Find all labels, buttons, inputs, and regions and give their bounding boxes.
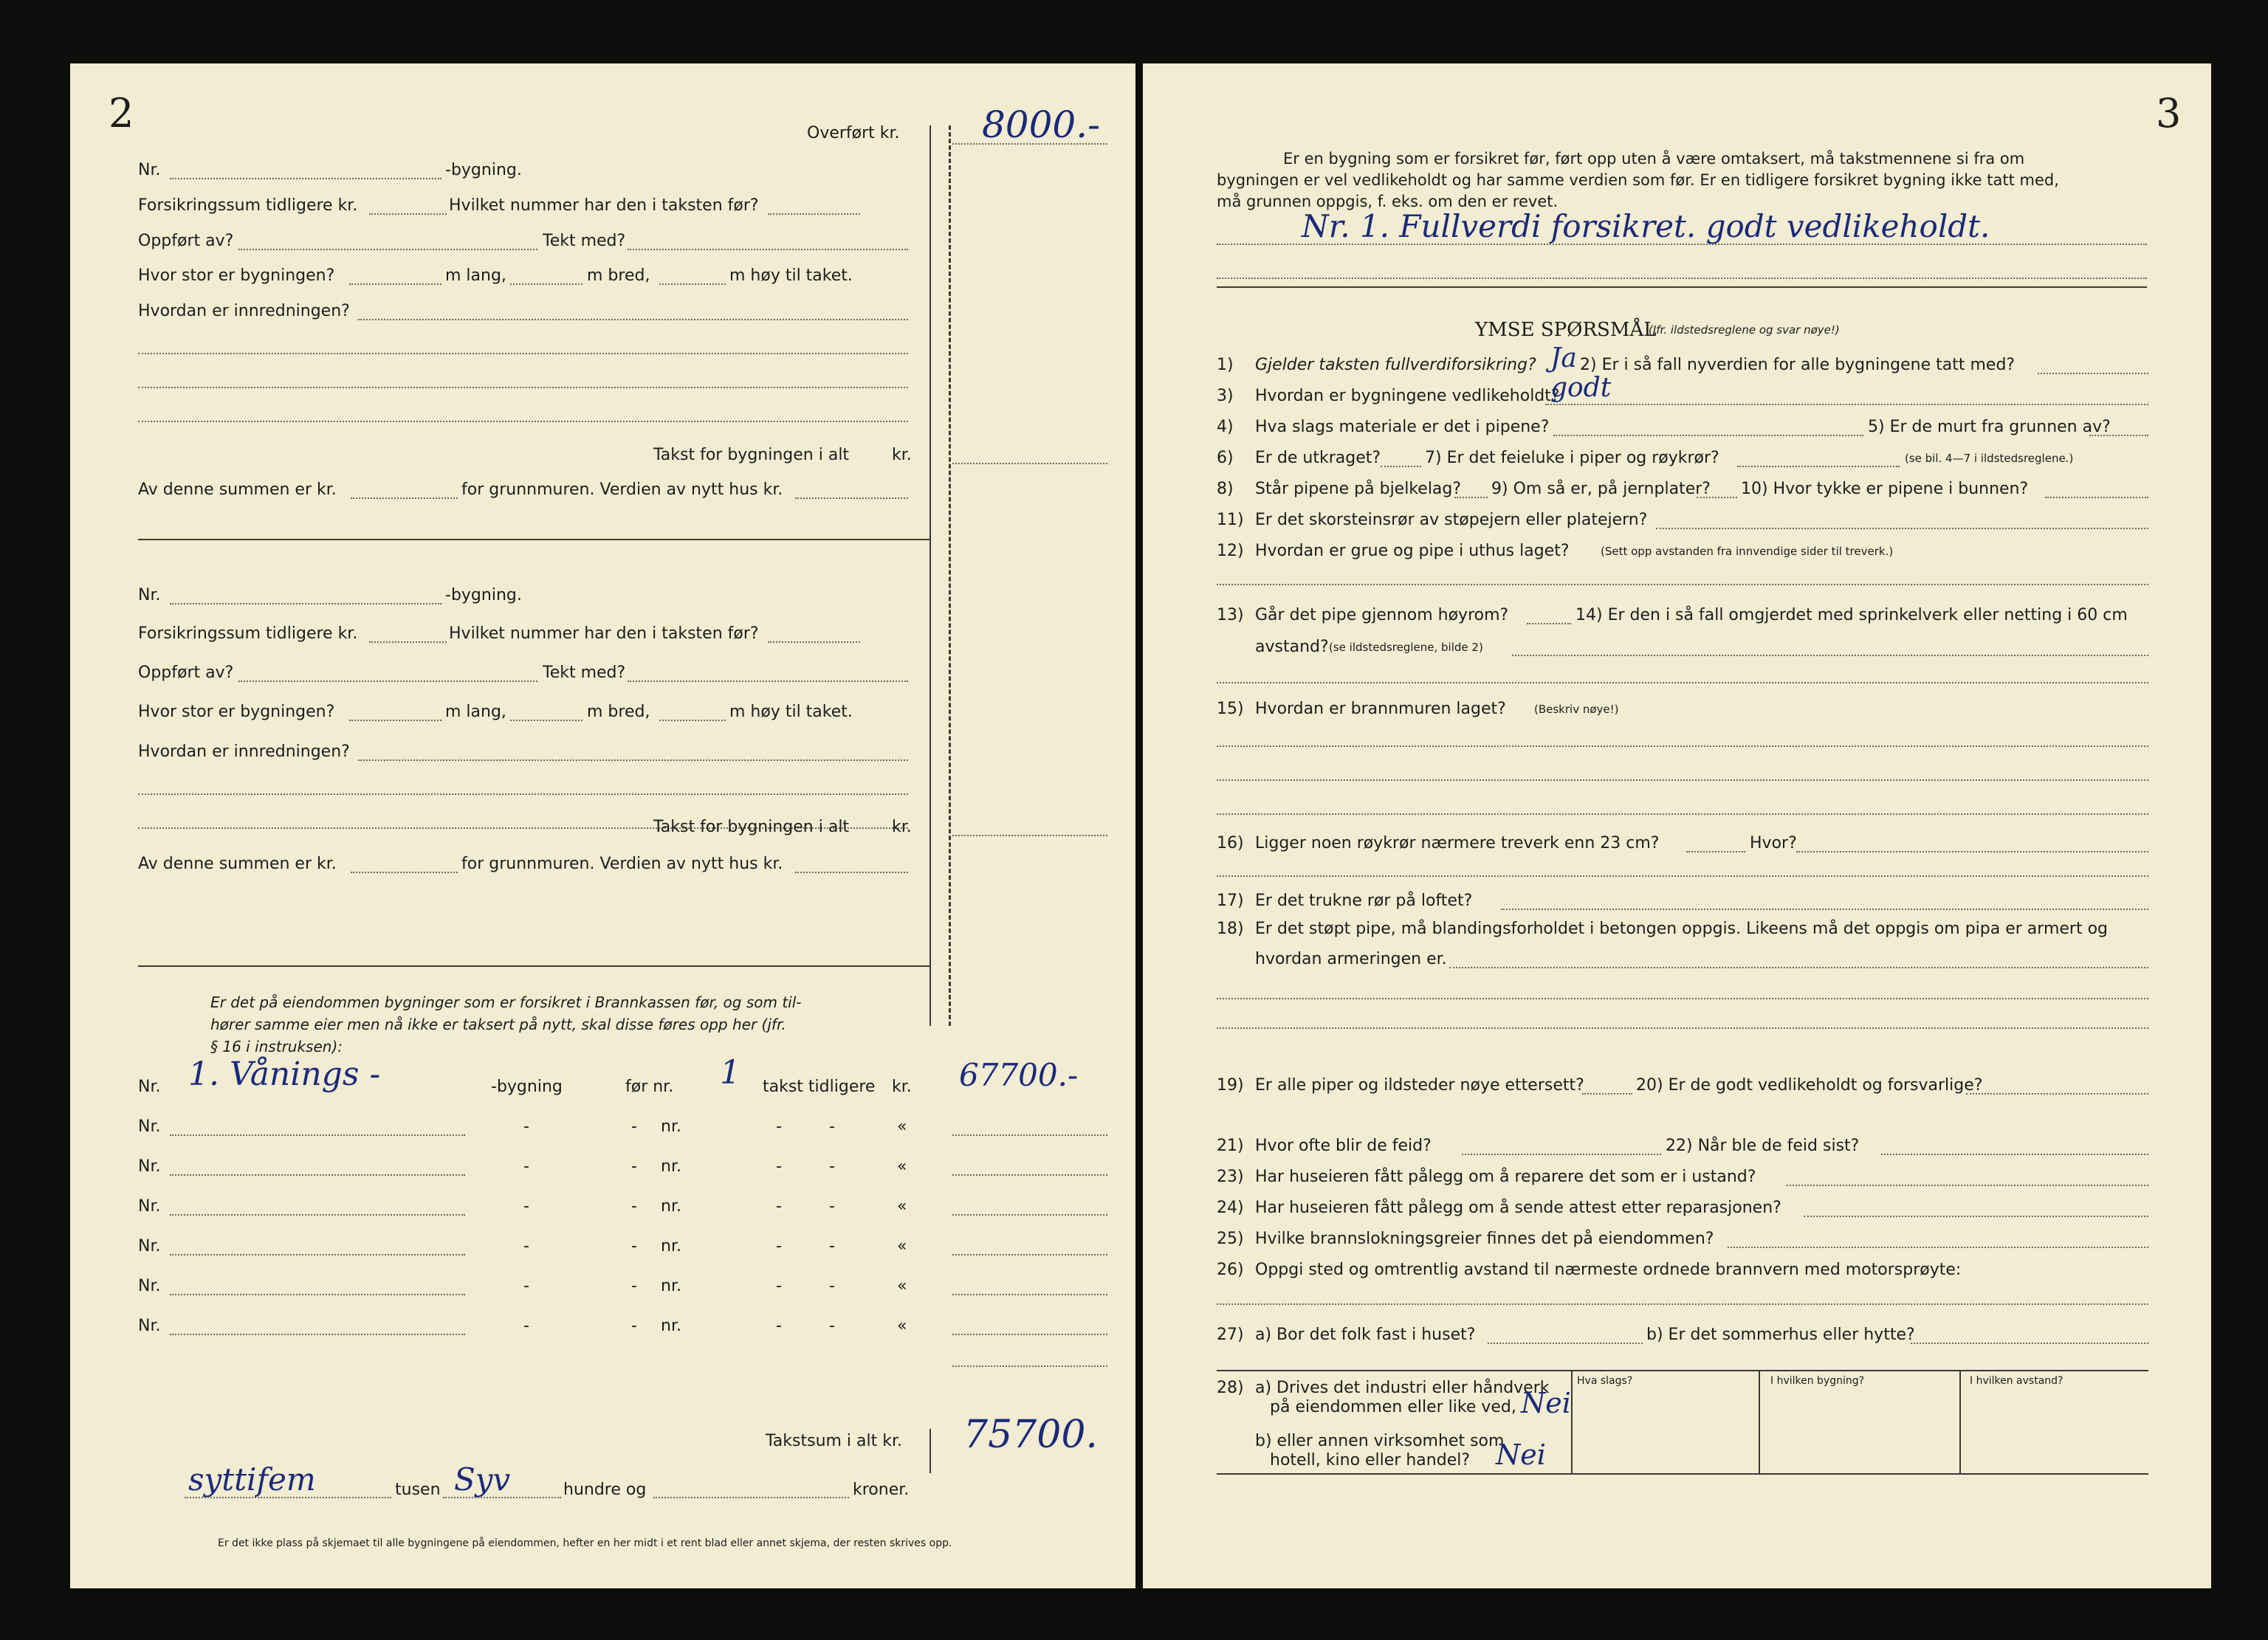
kroner-label: kroner. <box>853 1481 910 1499</box>
q11-number: 11) <box>1217 511 1244 529</box>
b2-hvilket-field[interactable] <box>768 641 860 643</box>
row-dash: - <box>523 1317 529 1335</box>
q20-label: 20) Er de godt vedlikeholdt og forsvarlige? <box>1636 1076 1983 1095</box>
q15-number: 15) <box>1217 700 1244 718</box>
b1-takst-kr: kr. <box>892 446 912 464</box>
q19-field[interactable] <box>1582 1093 1632 1095</box>
b2-innredning-field[interactable] <box>358 759 908 761</box>
overfort-line <box>952 143 1107 145</box>
q4-number: 4) <box>1217 418 1234 436</box>
q6-label: Er de utkraget? <box>1255 449 1381 467</box>
b2-takst-label: Takst for bygningen i alt <box>653 818 850 836</box>
b2-nr-label: Nr. <box>138 586 161 604</box>
q1-number: 1) <box>1217 356 1234 374</box>
footer-note: Er det ikke plass på skjemaet til alle bygningene på eiendommen, hefter en her midt i et rent blad eller annet skjema, der resten skrives opp. <box>218 1537 952 1549</box>
q15-field-2[interactable] <box>1217 779 2148 781</box>
b2-bygning-label: -bygning. <box>445 586 522 604</box>
row-nr-label: Nr. <box>138 1317 161 1335</box>
q21-number: 21) <box>1217 1137 1244 1155</box>
b1-hvor-stor-label: Hvor stor er bygningen? <box>138 266 335 285</box>
overfort-label: Overført kr. <box>807 124 900 142</box>
b2-oppfort-label: Oppført av? <box>138 664 234 682</box>
row-name-field[interactable] <box>170 1254 465 1255</box>
q16-number: 16) <box>1217 834 1244 852</box>
row-nr-label: Nr. <box>138 1277 161 1295</box>
q24-number: 24) <box>1217 1199 1244 1217</box>
previous-buildings-intro-1: Er det på eiendommen bygninger som er forsikret i Brannkassen før, og som til- <box>210 993 802 1011</box>
q28-col-divider-1 <box>1571 1370 1573 1473</box>
b1-grunnmur-field[interactable] <box>351 497 458 499</box>
b1-nytt-hus-field[interactable] <box>795 497 908 499</box>
q28b-label-1: b) eller annen virksomhet som <box>1255 1432 1505 1450</box>
b2-hvilket-label: Hvilket nummer har den i taksten før? <box>449 624 759 643</box>
row1-nr-value: 1 <box>720 1054 740 1092</box>
b2-bredde-field[interactable] <box>510 720 583 721</box>
left-page <box>70 63 1135 1588</box>
q3-number: 3) <box>1217 387 1234 405</box>
q28-bottom-rule <box>1217 1473 2148 1475</box>
q11-label: Er det skorsteinsrør av støpejern eller platejern? <box>1255 511 1648 529</box>
row-nr-label: Nr. <box>138 1157 161 1176</box>
b2-takst-kr: kr. <box>892 818 912 836</box>
b2-grunnmur-label: for grunnmuren. Verdien av nytt hus kr. <box>461 855 783 873</box>
previous-buildings-intro-3: § 16 i instruksen): <box>210 1038 343 1055</box>
q10-field[interactable] <box>2045 497 2148 498</box>
row-nr2-label: nr. <box>661 1237 681 1255</box>
b2-innredning-label: Hvordan er innredningen? <box>138 743 350 761</box>
row-dash: - <box>776 1157 782 1176</box>
q27-number: 27) <box>1217 1326 1244 1344</box>
sum-kroner-line[interactable] <box>653 1497 849 1498</box>
row-dash: - <box>829 1117 835 1136</box>
row-ditto-mark: « <box>897 1157 907 1176</box>
q28-col-divider-2 <box>1759 1370 1760 1473</box>
q18-field-3[interactable] <box>1217 1027 2148 1029</box>
q3-field[interactable] <box>1545 404 2148 405</box>
takstsum-value: 75700. <box>963 1413 1098 1457</box>
q27b-label: b) Er det sommerhus eller hytte? <box>1646 1326 1915 1344</box>
row-nr2-label: nr. <box>661 1197 681 1216</box>
row1-bygning: -bygning <box>491 1078 563 1096</box>
b2-forsikring-label: Forsikringssum tidligere kr. <box>138 624 358 643</box>
q23-field[interactable] <box>1787 1185 2148 1186</box>
q26-number: 26) <box>1217 1261 1244 1279</box>
q25-field[interactable] <box>1728 1247 2148 1248</box>
q27a-field[interactable] <box>1488 1343 1643 1344</box>
q15-field-1[interactable] <box>1217 745 2148 747</box>
q18-label-cont: hvordan armeringen er. <box>1255 950 1447 968</box>
row1-kr: kr. <box>892 1078 912 1096</box>
q28-col-divider-3 <box>1959 1370 1961 1473</box>
b2-m-lang: m lang, <box>445 703 506 721</box>
row-dash: - <box>776 1237 782 1255</box>
b1-hvilket-field[interactable] <box>768 213 860 215</box>
sum-hundreds-line[interactable] <box>443 1497 561 1498</box>
q13-number: 13) <box>1217 606 1244 624</box>
b2-forsikring-field[interactable] <box>369 641 447 643</box>
q16-hvor-label: Hvor? <box>1750 834 1797 852</box>
row-dash: - <box>829 1277 835 1295</box>
q23-label: Har huseieren fått pålegg om å reparere det som er i ustand? <box>1255 1168 1756 1186</box>
row-dash: - <box>829 1237 835 1255</box>
b2-lengde-field[interactable] <box>349 720 441 721</box>
sum-thousands-line[interactable] <box>185 1497 391 1498</box>
q3-answer: godt <box>1550 373 1612 403</box>
row-nr2-label: nr. <box>661 1117 681 1136</box>
row-nr2-label: nr. <box>661 1277 681 1295</box>
row-ditto-mark: « <box>897 1277 907 1295</box>
b1-grunnmur-label: for grunnmuren. Verdien av nytt hus kr. <box>461 480 783 499</box>
q18-number: 18) <box>1217 920 1244 938</box>
b1-nr-label: Nr. <box>138 161 161 179</box>
q3-label: Hvordan er bygningene vedlikeholdt? <box>1255 387 1560 405</box>
row-ditto-mark: « <box>897 1317 907 1335</box>
q16-hvor-field[interactable] <box>1796 851 2148 852</box>
q17-number: 17) <box>1217 892 1244 910</box>
row-amount-field[interactable] <box>952 1254 1107 1255</box>
q5-label: 5) Er de murt fra grunnen av? <box>1868 418 2111 436</box>
q26-field[interactable] <box>1217 1303 2148 1305</box>
q4-label: Hva slags materiale er det i pipene? <box>1255 418 1550 436</box>
row-dash: - <box>523 1197 529 1216</box>
row-nr2-label: nr. <box>661 1317 681 1335</box>
amount-column-divider <box>929 125 931 1026</box>
row1-for-nr: før nr. <box>625 1078 674 1096</box>
q20-field[interactable] <box>1966 1093 2148 1095</box>
section-divider-1 <box>138 539 929 540</box>
q18-field-2[interactable] <box>1217 998 2148 999</box>
b1-innredning-line-4[interactable] <box>138 421 908 422</box>
row-dash: - <box>631 1277 637 1295</box>
q15-note: (Beskriv nøye!) <box>1534 703 1619 716</box>
b1-nr-field[interactable] <box>170 178 441 179</box>
q21-field[interactable] <box>1462 1154 1661 1155</box>
b1-innredning-line-2[interactable] <box>138 353 908 354</box>
q28a-label-1: a) Drives det industri eller håndverk <box>1255 1379 1550 1397</box>
row-amount-field[interactable] <box>952 1174 1107 1176</box>
section-heading-note: (Jfr. ildstedsreglene og svar nøye!) <box>1649 323 1840 337</box>
row-dash: - <box>776 1277 782 1295</box>
q2-field[interactable] <box>2038 373 2148 374</box>
b2-nr-field[interactable] <box>170 603 441 604</box>
q12-number: 12) <box>1217 542 1244 560</box>
q8-label: Står pipene på bjelkelag? <box>1255 480 1462 498</box>
b1-oppfort-field[interactable] <box>238 249 537 250</box>
row-name-field[interactable] <box>170 1174 465 1176</box>
tusen-label: tusen <box>395 1481 441 1499</box>
row-dash: - <box>829 1157 835 1176</box>
b2-m-bred: m bred, <box>587 703 650 721</box>
row1-takst-value: 67700.- <box>959 1057 1079 1093</box>
q19-label: Er alle piper og ildsteder nøye ettersett? <box>1255 1076 1584 1095</box>
q28-col-bygning: I hvilken bygning? <box>1770 1375 1865 1387</box>
q11-field[interactable] <box>1656 528 2148 529</box>
row-dash: - <box>776 1117 782 1136</box>
q28-col-hva: Hva slags? <box>1577 1375 1633 1387</box>
hundre-og-label: hundre og <box>563 1481 647 1499</box>
b2-innredning-line-2[interactable] <box>138 793 908 795</box>
row-name-field[interactable] <box>170 1294 465 1295</box>
row-amount-field[interactable] <box>952 1134 1107 1136</box>
b1-m-bred: m bred, <box>587 266 650 285</box>
row-name-field[interactable] <box>170 1334 465 1335</box>
row-dash: - <box>523 1157 529 1176</box>
q28a-answer: Nei <box>1521 1387 1571 1419</box>
q25-label: Hvilke brannslokningsgreier finnes det på eiendommen? <box>1255 1230 1714 1248</box>
b2-oppfort-field[interactable] <box>238 681 537 682</box>
b1-hvilket-label: Hvilket nummer har den i taksten før? <box>449 196 759 215</box>
b1-takst-amount[interactable] <box>952 463 1107 464</box>
row-amount-field[interactable] <box>952 1214 1107 1216</box>
row-dash: - <box>631 1117 637 1136</box>
b2-tekt-field[interactable] <box>628 681 908 682</box>
q17-field[interactable] <box>1501 909 2148 910</box>
q26-label: Oppgi sted og omtrentlig avstand til nærmeste ordnede brannvern med motorsprøyte: <box>1255 1261 1962 1279</box>
q8-number: 8) <box>1217 480 1234 498</box>
row1-nr-label: Nr. <box>138 1078 161 1096</box>
b1-innredning-field[interactable] <box>358 319 908 320</box>
q17-label: Er det trukne rør på loftet? <box>1255 892 1473 910</box>
b2-grunnmur-field[interactable] <box>351 872 458 873</box>
b1-innredning-label: Hvordan er innredningen? <box>138 302 350 320</box>
q13-label: Går det pipe gjennom høyrom? <box>1255 606 1509 624</box>
b2-hvor-stor-label: Hvor stor er bygningen? <box>138 703 335 721</box>
b1-m-lang: m lang, <box>445 266 506 285</box>
b2-hoyde-field[interactable] <box>659 720 726 721</box>
row-dash: - <box>829 1317 835 1335</box>
q18-field[interactable] <box>1449 967 2148 968</box>
b1-forsikring-label: Forsikringssum tidligere kr. <box>138 196 358 215</box>
intro-answer: Nr. 1. Fullverdi forsikret. godt vedlikeholdt. <box>1302 208 1990 244</box>
b1-oppfort-label: Oppført av? <box>138 232 234 250</box>
b1-hoyde-field[interactable] <box>659 283 726 285</box>
b2-av-denne-label: Av denne summen er kr. <box>138 855 337 873</box>
amount-column-dashed-rule <box>949 125 951 1026</box>
b1-forsikring-field[interactable] <box>369 213 447 215</box>
q27b-field[interactable] <box>1911 1343 2148 1344</box>
intro-paragraph <box>1217 148 2140 213</box>
q16-field[interactable] <box>1686 851 1745 852</box>
row-ditto-mark: « <box>897 1197 907 1216</box>
q28-top-rule <box>1217 1370 2148 1371</box>
q19-number: 19) <box>1217 1076 1244 1095</box>
row-nr-label: Nr. <box>138 1197 161 1216</box>
q13-field[interactable] <box>1527 623 1571 624</box>
q14-field-2[interactable] <box>1217 682 2148 683</box>
section-heading: YMSE SPØRSMÅL <box>1475 319 1657 341</box>
row-ditto-mark: « <box>897 1237 907 1255</box>
q16-field-2[interactable] <box>1217 875 2148 877</box>
q14-field[interactable] <box>1512 655 2148 656</box>
q15-label: Hvordan er brannmuren laget? <box>1255 700 1506 718</box>
q4-field[interactable] <box>1553 435 1863 436</box>
b1-bredde-field[interactable] <box>510 283 583 285</box>
q6-number: 6) <box>1217 449 1234 467</box>
q16-label: Ligger noen røykrør nærmere treverk enn 23 cm? <box>1255 834 1660 852</box>
overfort-value: 8000.- <box>982 103 1101 146</box>
row1-name: 1. Vånings - <box>188 1055 381 1093</box>
q22-field[interactable] <box>1881 1154 2148 1155</box>
intro-answer-line[interactable] <box>1217 244 2147 245</box>
q28a-label-2: på eiendommen eller like ved, <box>1270 1398 1516 1416</box>
intro-line-1: Er en bygning som er forsikret før, ført opp uten å være omtaksert, må takstmennene si fra om <box>1283 150 2025 168</box>
row-dash: - <box>631 1317 637 1335</box>
b1-lengde-field[interactable] <box>349 283 441 285</box>
q5-field[interactable] <box>2089 435 2148 436</box>
q25-number: 25) <box>1217 1230 1244 1248</box>
q28-col-avstand: I hvilken avstand? <box>1970 1375 2063 1387</box>
row-name-field[interactable] <box>170 1214 465 1216</box>
q14-label: 14) Er den i så fall omgjerdet med sprinkelverk eller netting i 60 cm <box>1575 606 2128 624</box>
row-dash: - <box>523 1277 529 1295</box>
q15-field-3[interactable] <box>1217 813 2148 815</box>
section-divider-2 <box>138 965 929 967</box>
q23-number: 23) <box>1217 1168 1244 1186</box>
b1-m-hoy: m høy til taket. <box>729 266 853 285</box>
q28b-label-2: hotell, kino eller handel? <box>1270 1451 1471 1470</box>
q1-label: Gjelder taksten fullverdiforsikring? <box>1255 356 1536 374</box>
q21-label: Hvor ofte blir de feid? <box>1255 1137 1432 1155</box>
takstsum-label: Takstsum i alt kr. <box>766 1432 903 1450</box>
row-dash: - <box>523 1117 529 1136</box>
b1-tekt-label: Tekt med? <box>543 232 626 250</box>
q22-label: 22) Når ble de feid sist? <box>1666 1137 1860 1155</box>
b2-tekt-label: Tekt med? <box>543 664 626 682</box>
q12-field[interactable] <box>1217 584 2148 585</box>
row-amount-field[interactable] <box>952 1334 1107 1335</box>
intro-answer-line-2[interactable] <box>1217 278 2147 279</box>
right-page <box>1143 63 2211 1588</box>
q24-field[interactable] <box>1804 1216 2148 1217</box>
row-dash: - <box>631 1197 637 1216</box>
rows-sum-line <box>952 1365 1107 1367</box>
q7-field[interactable] <box>1737 466 1900 467</box>
b1-tekt-field[interactable] <box>628 249 908 250</box>
q24-label: Har huseieren fått pålegg om å sende attest etter reparasjonen? <box>1255 1199 1781 1217</box>
q7-label: 7) Er det feieluke i piper og røykrør? <box>1425 449 1719 467</box>
q7-note: (se bil. 4—7 i ildstedsreglene.) <box>1905 452 2074 465</box>
row-dash: - <box>523 1237 529 1255</box>
b1-takst-label: Takst for bygningen i alt <box>653 446 850 464</box>
q14-note: (se ildstedsreglene, bilde 2) <box>1329 641 1483 654</box>
b1-bygning-label: -bygning. <box>445 161 522 179</box>
q9-label: 9) Om så er, på jernplater? <box>1491 480 1711 498</box>
row-name-field[interactable] <box>170 1134 465 1136</box>
q12-label: Hvordan er grue og pipe i uthus laget? <box>1255 542 1570 560</box>
sum-in-words-hundreds: Syv <box>454 1461 511 1498</box>
b2-nytt-hus-field[interactable] <box>795 872 908 873</box>
q10-label: 10) Hvor tykke er pipene i bunnen? <box>1741 480 2029 498</box>
page-number-right: 3 <box>2156 90 2182 137</box>
q27a-label: a) Bor det folk fast i huset? <box>1255 1326 1476 1344</box>
page-number-left: 2 <box>109 90 134 137</box>
row1-takst-tidligere: takst tidligere <box>763 1078 876 1096</box>
heading-top-rule <box>1217 286 2147 288</box>
row-dash: - <box>776 1317 782 1335</box>
row-dash: - <box>829 1197 835 1216</box>
previous-buildings-intro-2: hører samme eier men nå ikke er taksert på nytt, skal disse føres opp her (jfr. <box>210 1016 786 1033</box>
row-nr-label: Nr. <box>138 1237 161 1255</box>
intro-line-3: må grunnen oppgis, f. eks. om den er revet. <box>1217 193 1559 210</box>
sum-in-words-thousands: syttifem <box>188 1461 316 1498</box>
row-nr-label: Nr. <box>138 1117 161 1136</box>
b2-m-hoy: m høy til taket. <box>729 703 853 721</box>
row-dash: - <box>631 1237 637 1255</box>
row-nr2-label: nr. <box>661 1157 681 1176</box>
b1-innredning-line-3[interactable] <box>138 387 908 388</box>
takstsum-box-left <box>929 1429 931 1473</box>
q28b-answer: Nei <box>1496 1439 1546 1471</box>
q6-field[interactable] <box>1381 466 1421 467</box>
q14-label-cont: avstand? <box>1255 638 1329 656</box>
q2-label: 2) Er i så fall nyverdien for alle bygningene tatt med? <box>1580 356 2016 374</box>
q28-number: 28) <box>1217 1379 1244 1397</box>
q8-field[interactable] <box>1454 497 1488 498</box>
row-dash: - <box>631 1157 637 1176</box>
q12-note: (Sett opp avstanden fra innvendige sider til treverk.) <box>1601 545 1894 558</box>
b2-takst-amount[interactable] <box>952 835 1107 836</box>
row-dash: - <box>776 1197 782 1216</box>
b1-av-denne-label: Av denne summen er kr. <box>138 480 337 499</box>
q18-label: Er det støpt pipe, må blandingsforholdet i betongen oppgis. Likeens må det oppgis om pipa er armert og <box>1255 920 2108 938</box>
row-amount-field[interactable] <box>952 1294 1107 1295</box>
intro-line-2: bygningen er vel vedlikeholdt og har samme verdien som før. Er en tidligere forsikret bygning ikke tatt med, <box>1217 171 2059 189</box>
q9-field[interactable] <box>1697 497 1737 498</box>
q1-answer: Ja <box>1550 343 1577 373</box>
row-ditto-mark: « <box>897 1117 907 1136</box>
